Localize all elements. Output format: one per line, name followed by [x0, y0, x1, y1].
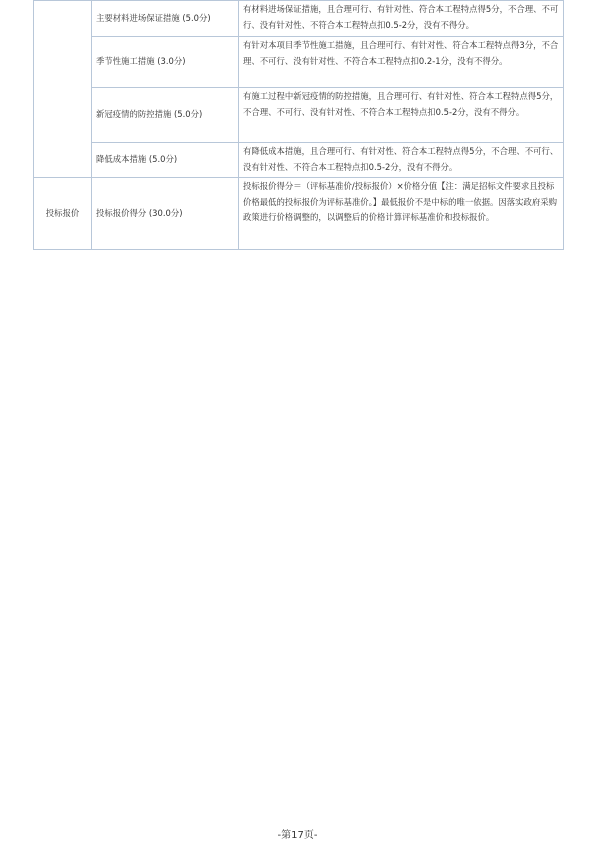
table-row — [34, 1, 564, 37]
category-cell: 投标报价 — [34, 178, 92, 250]
description-cell: 投标报价得分＝（评标基准价/投标报价）×价格分值【注：满足招标文件要求且投标价格最低的投标报价为评标基准价。】最低报价不是中标的唯一依据。因落实政府采购政策进行价格调整的，以调整后的价格计算评标基准价和投标报价。 — [239, 178, 564, 250]
description-cell: 有针对本项目季节性施工措施，且合理可行、有针对性、符合本工程特点得3分，不合理、不可行、没有针对性、不符合本工程特点扣0.2-1分，没有不得分。 — [239, 37, 564, 88]
criteria-cell: 投标报价得分 (30.0分) — [92, 178, 239, 250]
scoring-table — [33, 0, 564, 250]
table-row — [34, 178, 564, 250]
table-row — [34, 88, 564, 143]
description-cell: 有材料进场保证措施，且合理可行、有针对性、符合本工程特点得5分，不合理、不可行、没有针对性、不符合本工程特点扣0.5-2分，没有不得分。 — [239, 1, 564, 37]
criteria-cell: 降低成本措施 (5.0分) — [92, 143, 239, 178]
page-number: -第17页- — [277, 830, 318, 841]
description-cell: 有降低成本措施，且合理可行、有针对性、符合本工程特点得5分，不合理、不可行、没有针对性、不符合本工程特点扣0.5-2分，没有不得分。 — [239, 143, 564, 178]
table-row — [34, 37, 564, 88]
table-row — [34, 143, 564, 178]
category-cell-empty — [34, 1, 92, 178]
description-cell: 有施工过程中新冠疫情的防控措施，且合理可行、有针对性、符合本工程特点得5分，不合理、不可行、没有针对性、不符合本工程特点扣0.5-2分，没有不得分。 — [239, 88, 564, 143]
criteria-cell: 主要材料进场保证措施 (5.0分) — [92, 1, 239, 37]
criteria-cell: 季节性施工措施 (3.0分) — [92, 37, 239, 88]
criteria-cell: 新冠疫情的防控措施 (5.0分) — [92, 88, 239, 143]
